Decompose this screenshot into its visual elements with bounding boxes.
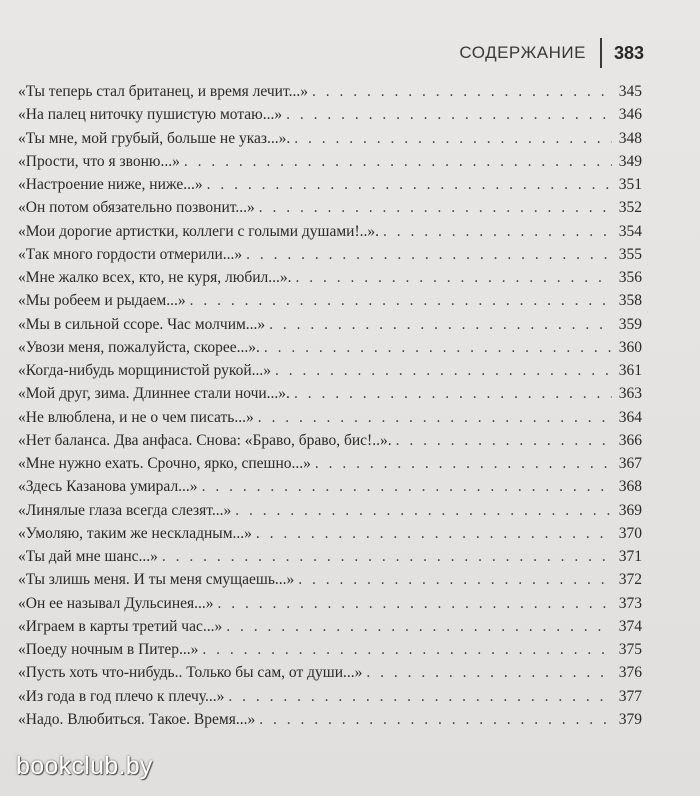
- toc-entry-page: 367: [618, 455, 642, 472]
- toc-entry-page: 371: [618, 548, 642, 565]
- dot-leader: [312, 80, 612, 103]
- toc-entry-page: 368: [618, 478, 642, 496]
- toc-entry-page: 346: [618, 106, 642, 124]
- toc-entry-title: «Ты мне, мой грубый, больше не указ...».: [18, 129, 291, 147]
- toc-entry: [18, 382, 642, 405]
- section-title: СОДЕРЖАНИЕ: [459, 43, 586, 62]
- toc-entry: [18, 638, 642, 661]
- toc-entry-page: 356: [618, 269, 642, 286]
- toc-entry-title: «Ты злишь меня. И ты меня смущаешь...»: [18, 571, 295, 589]
- toc-entry-page: 351: [618, 176, 642, 193]
- toc-entry-page: 345: [618, 83, 642, 100]
- toc-entry: [18, 336, 642, 359]
- toc-entry-title: «Он потом обязательно позвонит...»: [18, 199, 255, 217]
- toc-entry-title: «Когда-нибудь морщинистой рукой...»: [18, 362, 272, 379]
- dot-leader: [235, 499, 612, 522]
- toc-entry-page: 360: [618, 338, 642, 356]
- dot-leader: [207, 173, 612, 196]
- toc-entry-title: «Ты дай мне шанс...»: [18, 548, 158, 565]
- toc-entry-title: «Мне жалко всех, кто, не куря, любил...».: [18, 269, 292, 286]
- running-header: [459, 38, 644, 68]
- toc-entry-title: «Линялые глаза всегда слезят...»: [18, 501, 232, 519]
- toc-entry-title: «Поеду ночным в Питер...»: [18, 641, 199, 658]
- toc-entry: [18, 522, 642, 545]
- toc-entry: [18, 289, 642, 312]
- toc-entry: [18, 266, 642, 289]
- toc-entry-page: 358: [618, 292, 642, 310]
- toc-entry-page: 373: [618, 594, 642, 612]
- toc-entry-page: 379: [618, 710, 642, 728]
- dot-leader: [162, 545, 612, 568]
- toc-entry-title: «Нет баланса. Два анфаса. Снова: «Браво, браво, бис!..».: [18, 431, 392, 449]
- toc-entry-title: «Надо. Влюбиться. Такое. Время...»: [18, 710, 256, 728]
- dot-leader: [294, 382, 612, 405]
- dot-leader: [383, 220, 612, 243]
- toc-entry-title: «Ты теперь стал британец, и время лечит...»: [18, 83, 308, 100]
- table-of-contents: [18, 80, 642, 731]
- toc-entry: [18, 80, 642, 103]
- toc-entry-page: 370: [618, 524, 642, 542]
- toc-entry-title: «Пусть хоть что-нибудь.. Только бы сам, от души...»: [18, 664, 363, 682]
- toc-entry: [18, 661, 642, 684]
- toc-entry-page: 376: [618, 664, 642, 682]
- watermark: bookclub.by: [16, 752, 153, 780]
- toc-entry-title: «Мы робеем и рыдаем...»: [18, 292, 186, 310]
- toc-entry: [18, 568, 642, 591]
- toc-entry-page: 364: [618, 408, 642, 426]
- toc-entry-title: «Мы в сильной ссоре. Час молчим...»: [18, 315, 266, 333]
- toc-entry: [18, 499, 642, 522]
- dot-leader: [269, 313, 612, 336]
- dot-leader: [228, 685, 612, 708]
- toc-entry: [18, 313, 642, 336]
- toc-entry-page: 366: [618, 431, 642, 449]
- dot-leader: [275, 359, 612, 382]
- dot-leader: [298, 568, 612, 591]
- toc-entry-title: «Настроение ниже, ниже...»: [18, 176, 203, 193]
- toc-entry-title: «Из года в год плечо к плечу...»: [18, 687, 225, 705]
- toc-entry: [18, 103, 642, 126]
- toc-entry: [18, 150, 642, 173]
- toc-entry: [18, 708, 642, 731]
- dot-leader: [396, 429, 612, 452]
- toc-entry: [18, 220, 642, 243]
- toc-entry: [18, 545, 642, 568]
- toc-entry-title: «Увози меня, пожалуйста, скорее...».: [18, 338, 260, 356]
- toc-entry-title: «Так много гордости отмерили...»: [18, 245, 243, 263]
- toc-entry: [18, 685, 642, 708]
- page-number: 383: [613, 42, 644, 63]
- toc-entry-title: «Мои дорогие артистки, коллеги с голыми душами!..».: [18, 222, 379, 240]
- dot-leader: [246, 243, 612, 266]
- toc-entry-page: 361: [618, 362, 642, 379]
- dot-leader: [202, 475, 612, 498]
- toc-entry-title: «Мой друг, зима. Длиннее стали ночи...».: [18, 385, 290, 403]
- toc-entry-title: «Играем в карты третий час...»: [18, 617, 223, 635]
- toc-entry-page: 375: [618, 641, 642, 658]
- dot-leader: [296, 266, 613, 289]
- dot-leader: [202, 638, 612, 661]
- toc-entry: [18, 406, 642, 429]
- toc-entry-page: 355: [618, 245, 642, 263]
- dot-leader: [294, 127, 612, 150]
- dot-leader: [256, 522, 612, 545]
- toc-entry-page: 349: [618, 152, 642, 170]
- dot-leader: [184, 150, 612, 173]
- toc-entry: [18, 592, 642, 615]
- toc-entry: [18, 173, 642, 196]
- toc-entry-page: 372: [618, 571, 642, 589]
- toc-entry-title: «Здесь Казанова умирал...»: [18, 478, 198, 496]
- dot-leader: [286, 103, 612, 126]
- toc-entry: [18, 615, 642, 638]
- dot-leader: [190, 289, 612, 312]
- toc-entry: [18, 243, 642, 266]
- dot-leader: [258, 406, 612, 429]
- toc-entry-title: «Умоляю, таким же нескладным...»: [18, 524, 252, 542]
- toc-entry: [18, 196, 642, 219]
- toc-entry: [18, 429, 642, 452]
- dot-leader: [259, 708, 612, 731]
- toc-entry-title: «Он ее называл Дульсинея...»: [18, 594, 214, 612]
- toc-entry-title: «Мне нужно ехать. Срочно, ярко, спешно...»: [18, 455, 311, 472]
- toc-entry-page: 354: [618, 222, 642, 240]
- toc-entry: [18, 127, 642, 150]
- header-divider: [600, 38, 602, 68]
- toc-entry-page: 374: [618, 617, 642, 635]
- toc-entry: [18, 452, 642, 475]
- toc-entry-title: «Не влюблена, и не о чем писать...»: [18, 408, 254, 426]
- dot-leader: [259, 196, 612, 219]
- dot-leader: [366, 661, 612, 684]
- toc-entry-page: 348: [618, 129, 642, 147]
- dot-leader: [218, 592, 613, 615]
- dot-leader: [226, 615, 612, 638]
- toc-entry-page: 377: [618, 687, 642, 705]
- toc-entry: [18, 359, 642, 382]
- toc-entry: [18, 475, 642, 498]
- toc-entry-page: 359: [618, 315, 642, 333]
- dot-leader: [315, 452, 612, 475]
- toc-entry-page: 352: [618, 199, 642, 217]
- toc-entry-title: «Прости, что я звоню...»: [18, 152, 180, 170]
- toc-entry-page: 363: [618, 385, 642, 403]
- dot-leader: [264, 336, 612, 359]
- toc-entry-page: 369: [618, 501, 642, 519]
- toc-entry-title: «На палец ниточку пушистую мотаю...»: [18, 106, 283, 124]
